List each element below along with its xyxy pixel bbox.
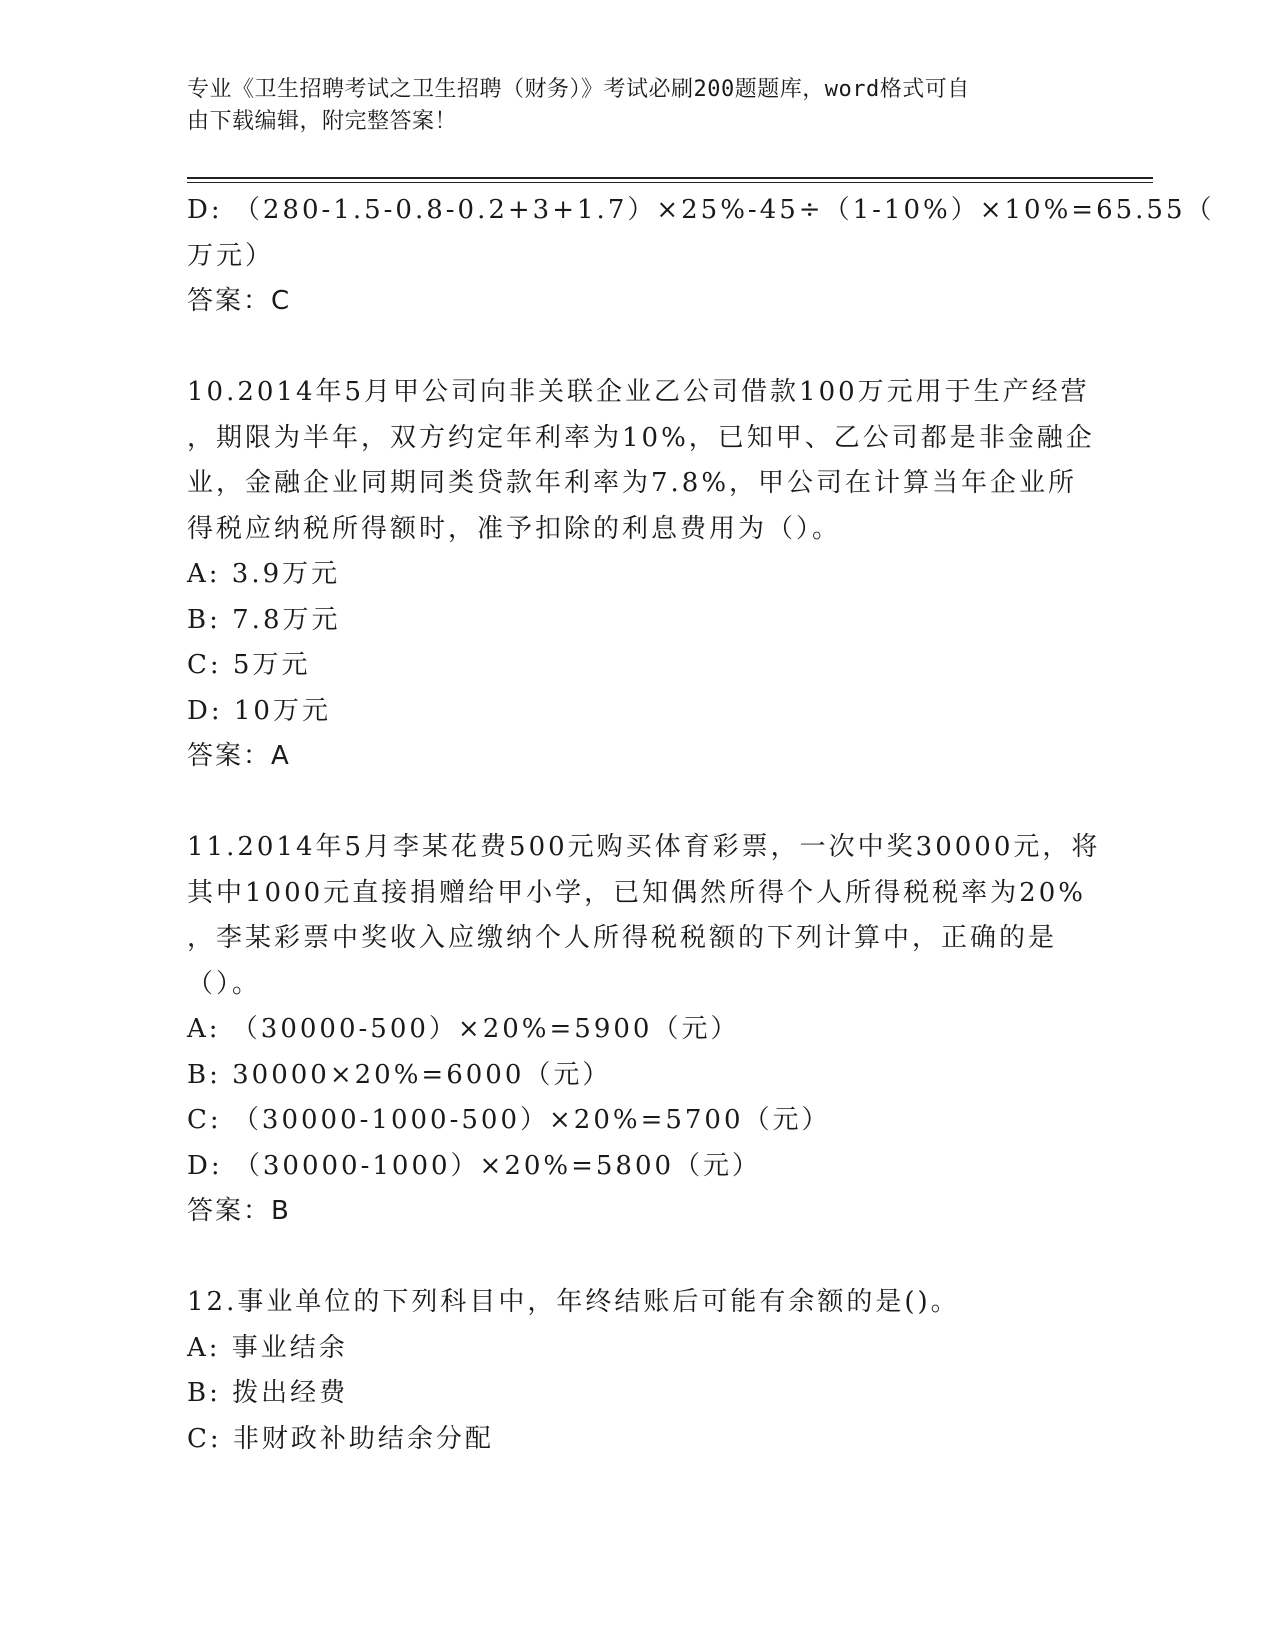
q11-stem-line-4: （）。	[187, 968, 262, 999]
q11-option-c: C: （30000-1000-500）×20%=5700（元）	[187, 1105, 831, 1135]
q11-answer: 答案：B	[187, 1196, 291, 1226]
prev-option-d-line-1: D: （280-1.5-0.8-0.2+3+1.7）×25%-45÷（1-10%）×10%=65.55（	[187, 195, 1215, 225]
q10-stem-line-4: 得税应纳税所得额时，准予扣除的利息费用为（）。	[187, 513, 842, 544]
q10-stem-line-1: 10.2014年5月甲公司向非关联企业乙公司借款100万元用于生产经营	[187, 377, 1090, 407]
q10-option-b: B: 7.8万元	[187, 604, 341, 635]
q12-option-a: A: 事业结余	[187, 1332, 348, 1363]
q10-option-d: D: 10万元	[187, 695, 331, 726]
q11-stem-line-2: 其中1000元直接捐赠给甲小学，已知偶然所得个人所得税税率为20%	[187, 877, 1086, 908]
q12-stem-line-1: 12.事业单位的下列科目中，年终结账后可能有余额的是()。	[187, 1287, 960, 1317]
q11-stem-line-3: ，李某彩票中奖收入应缴纳个人所得税税额的下列计算中，正确的是	[187, 923, 1058, 953]
q11-option-b: B: 30000×20%=6000（元）	[187, 1059, 612, 1090]
q10-stem-line-3: 业，金融企业同期同类贷款年利率为7.8%，甲公司在计算当年企业所	[187, 468, 1078, 498]
document-body	[187, 188, 1215, 1462]
header-title-line-1: 专业《卫生招聘考试之卫生招聘（财务）》考试必刷200题题库，word格式可自	[187, 77, 970, 102]
spacer	[187, 1235, 1087, 1281]
q10-answer: 答案：A	[187, 741, 291, 771]
spacer	[187, 325, 1087, 371]
prev-answer: 答案：C	[187, 286, 292, 316]
q10-option-c: C: 5万元	[187, 650, 311, 680]
header-divider-thick	[187, 177, 1153, 179]
q11-option-a: A: （30000-500）×20%=5900（元）	[187, 1014, 740, 1044]
q12-option-c: C: 非财政补助结余分配	[187, 1423, 494, 1454]
prev-option-d-line-2: 万元）	[187, 240, 275, 271]
document-header	[187, 74, 1067, 138]
q11-stem-line-1: 11.2014年5月李某花费500元购买体育彩票，一次中奖30000元，将	[187, 832, 1101, 862]
spacer	[187, 780, 1087, 826]
q11-option-d: D: （30000-1000）×20%=5800（元）	[187, 1150, 762, 1181]
header-divider-thin	[187, 182, 1153, 183]
q10-option-a: A: 3.9万元	[187, 559, 341, 589]
q12-option-b: B: 拨出经费	[187, 1378, 349, 1408]
header-title-line-2: 由下载编辑，附完整答案！	[187, 109, 458, 134]
q10-stem-line-2: ，期限为半年，双方约定年利率为10%，已知甲、乙公司都是非金融企	[187, 422, 1095, 453]
